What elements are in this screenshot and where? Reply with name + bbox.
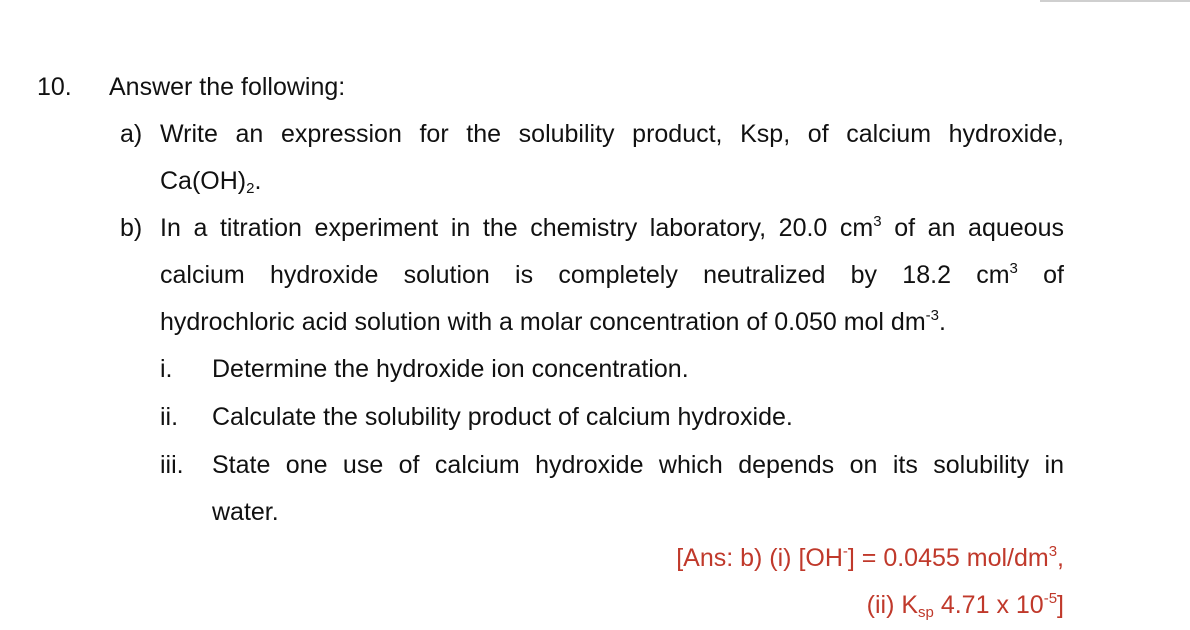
page-top-rule [1040, 0, 1190, 2]
superscript: 3 [1009, 260, 1018, 277]
subscript: 2 [246, 180, 255, 197]
formula-text: Ca(OH) [160, 167, 247, 195]
part-b-line-2 [160, 260, 1064, 290]
text-span: calcium hydroxide solution is completely neutralized by 18.2 cm [160, 261, 1010, 289]
subscript: sp [918, 604, 934, 621]
superscript: - [842, 543, 848, 560]
text-span: In a titration experiment in the chemistry laboratory, 20.0 cm [160, 214, 874, 242]
question-title: Answer the following: [109, 73, 346, 101]
superscript: -3 [925, 307, 940, 324]
punctuation: . [254, 167, 262, 195]
text-span: 4.71 x 10 [933, 591, 1044, 619]
subpart-iii-line-2: water. [212, 498, 279, 526]
question-number: 10. [37, 73, 72, 101]
part-b-line-1 [160, 213, 1064, 243]
text-span: hydrochloric acid solution with a molar concentration of 0.050 mol dm [160, 308, 926, 336]
part-a-label: a) [120, 120, 143, 148]
part-a-line-2 [160, 166, 261, 196]
text-span: of an aqueous [881, 214, 1064, 242]
text-span: . [939, 308, 946, 336]
superscript: -5 [1043, 590, 1058, 607]
text-span: of [1017, 261, 1064, 289]
part-b-line-3 [160, 307, 946, 337]
text-span: [Ans: b) (i) [OH [676, 544, 843, 572]
subpart-iii-line-1: State one use of calcium hydroxide which depends on its solubility in [212, 451, 1064, 479]
subpart-iii-label: iii. [160, 451, 184, 479]
text-span: , [1057, 544, 1064, 572]
part-b-label: b) [120, 214, 143, 242]
subpart-i-label: i. [160, 355, 173, 383]
text-span: ] [1057, 591, 1064, 619]
text-span: (ii) K [866, 591, 919, 619]
answer-line-2 [867, 590, 1064, 620]
part-a-line-1: Write an expression for the solubility product, Ksp, of calcium hydroxide, [160, 120, 1064, 148]
subpart-ii-text: Calculate the solubility product of calcium hydroxide. [212, 403, 793, 431]
text-span: ] = 0.0455 mol/dm [847, 544, 1049, 572]
superscript: 3 [1048, 543, 1058, 560]
answer-line-1 [676, 543, 1064, 573]
subpart-i-text: Determine the hydroxide ion concentration. [212, 355, 689, 383]
superscript: 3 [873, 213, 882, 230]
subpart-ii-label: ii. [160, 403, 179, 431]
